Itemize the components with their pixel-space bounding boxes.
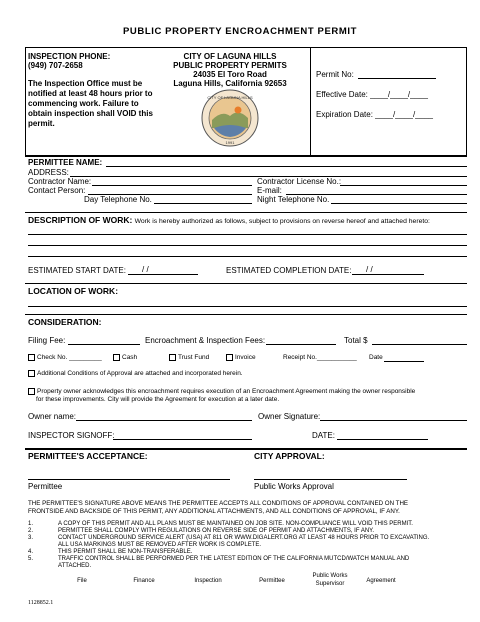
check-label: Check No. (37, 354, 68, 362)
note-number: 3. (28, 535, 34, 541)
note-text: THIS PERMIT SHALL BE NON-TRANSFERABLE. (58, 549, 193, 555)
note-text: ALL USA MARKINGS MUST BE REMOVED AFTER WORK IS COMPLETE. (58, 542, 262, 548)
distribution-finance: Finance (133, 578, 155, 584)
inspection-notice-line: The Inspection Office must be (28, 79, 143, 88)
consideration-label: CONSIDERATION: (28, 317, 102, 327)
receipt-date (369, 354, 383, 361)
payment-trust-fund[interactable] (169, 354, 209, 361)
address-label: ADDRESS: (28, 168, 69, 177)
city-address-2: Laguna Hills, California 92653 (173, 79, 287, 88)
description-label: DESCRIPTION OF WORK: (28, 215, 133, 225)
permittee-acceptance-label: PERMITTEE'S ACCEPTANCE: (28, 451, 148, 461)
filing-fee-field[interactable] (68, 344, 140, 345)
permittee-signature-line[interactable] (28, 479, 230, 480)
contractor-name-label: Contractor Name: (28, 177, 92, 186)
owner-name-field[interactable] (76, 420, 252, 421)
receipt-label: Receipt No. (283, 354, 317, 361)
location-line[interactable] (28, 306, 467, 307)
distribution-permittee: Permittee (259, 578, 285, 584)
payment-invoice[interactable] (226, 354, 256, 361)
owner-acknowledgement[interactable] (28, 388, 415, 395)
payment-check[interactable] (28, 354, 102, 361)
contact-person-label: Contact Person: (28, 186, 86, 195)
note-number: 4. (28, 549, 34, 555)
permit-no-field[interactable] (358, 78, 436, 79)
owner-ack-text-2: for these improvements. City will provide the Agreement for execution at a later date. (36, 396, 280, 403)
checkbox-icon[interactable] (226, 354, 233, 361)
description-line[interactable] (28, 234, 467, 235)
checkbox-icon[interactable] (28, 370, 35, 377)
check-blank: _________ (69, 354, 102, 362)
city-approval-label: CITY APPROVAL: (254, 451, 325, 461)
checkbox-icon[interactable] (169, 354, 176, 361)
inspector-date-field[interactable] (337, 439, 428, 440)
receipt-no (283, 354, 357, 361)
estimated-start-field[interactable] (128, 274, 198, 275)
estimated-completion-label: ESTIMATED COMPLETION DATE: (226, 266, 352, 275)
inspection-phone-label: INSPECTION PHONE: (28, 52, 111, 61)
date-label: Date (369, 354, 383, 361)
owner-signature-field[interactable] (320, 420, 467, 421)
contractor-name-field[interactable] (92, 185, 252, 186)
day-phone-field[interactable] (154, 203, 252, 204)
trust-fund-label: Trust Fund (178, 354, 210, 362)
effective-date-field[interactable]: Effective Date: ____/____/____ (316, 90, 428, 99)
acceptance-statement-2: FRONTSIDE AND BACKSIDE OF THIS PERMIT, ANY ADDITIONAL ATTACHMENTS, AND ALL CONDITIONS OF APPROVAL, IF ANY. (28, 508, 400, 515)
section-divider (25, 156, 467, 157)
inspection-notice-line: obtain inspection shall VOID this (28, 109, 153, 118)
city-approval-signature-line[interactable] (254, 479, 407, 480)
note-number: 5. (28, 556, 34, 562)
svg-text:CITY OF LAGUNA HILLS: CITY OF LAGUNA HILLS (207, 95, 253, 100)
note-text: TRAFFIC CONTROL SHALL BE PERFORMED PER THE LATEST EDITION OF THE CALIFORNIA MUTCD/WATCH MANUAL AND (58, 556, 410, 562)
permittee-name-label: PERMITTEE NAME: (28, 158, 103, 167)
inspection-notice-line: permit. (28, 119, 55, 128)
section-divider (25, 314, 467, 315)
permittee-name-field[interactable] (106, 166, 467, 167)
encroachment-fee-label: Encroachment & Inspection Fees: (145, 336, 266, 345)
city-seal-logo (200, 88, 260, 148)
header-divider (310, 47, 311, 156)
city-dept: PUBLIC PROPERTY PERMITS (173, 61, 287, 70)
inspector-date-label: DATE: (312, 431, 335, 440)
section-divider (25, 212, 467, 213)
distribution-inspection: Inspection (194, 578, 222, 584)
night-phone-field[interactable] (331, 203, 467, 204)
email-label: E-mail: (257, 186, 282, 195)
location-of-work-label: LOCATION OF WORK: (28, 286, 119, 296)
owner-ack-text-1: Property owner acknowledges this encroachment requires execution of an Encroachment Agreement making the owner responsible (37, 388, 416, 396)
estimated-completion-slashes: / / (366, 265, 373, 274)
receipt-date-field[interactable] (384, 361, 424, 362)
note-number: 2. (28, 528, 34, 534)
filing-fee-label: Filing Fee: (28, 336, 66, 345)
inspection-notice-line: notified at least 48 hours prior to (28, 89, 153, 98)
distribution-public-works-supervisor: Public Works Supervisor (312, 573, 348, 587)
estimated-completion-field[interactable] (352, 274, 424, 275)
page-title: PUBLIC PROPERTY ENCROACHMENT PERMIT (122, 26, 358, 37)
invoice-label: Invoice (235, 354, 256, 362)
checkbox-icon[interactable] (28, 354, 35, 361)
inspector-signoff-label: INSPECTOR SIGNOFF: (28, 431, 115, 440)
city-address-1: 24035 El Toro Road (193, 70, 267, 79)
description-of-work (28, 215, 430, 225)
description-text: Work is hereby authorized as follows, subject to provisions on reverse hereof and attached hereto: (134, 218, 430, 225)
estimated-start-label: ESTIMATED START DATE: (28, 266, 126, 275)
distribution-file: File (77, 578, 87, 584)
permittee-signature-label: Permittee (28, 482, 63, 491)
total-label: Total $ (344, 336, 368, 345)
inspection-notice-line: commencing work. Failure to (28, 99, 139, 108)
distribution-agreement: Agreement (366, 578, 396, 584)
acceptance-statement-1: THE PERMITTEE'S SIGNATURE ABOVE MEANS THE PERMITTEE ACCEPTS ALL CONDITIONS OF APPROVAL CONTAINED ON THE (28, 500, 409, 507)
note-text: PERMITTEE SHALL COMPLY WITH REGULATIONS ON REVERSE SIDE OF PERMIT AND ATTACHMENTS, IF ANY. (58, 528, 375, 534)
form-number: 1128852.1 (28, 600, 54, 606)
payment-cash[interactable] (113, 354, 137, 361)
permit-no-label: Permit No: (316, 70, 354, 79)
day-phone-label: Day Telephone No. (84, 195, 152, 204)
city-name: CITY OF LAGUNA HILLS (183, 52, 277, 61)
owner-name-label: Owner name: (28, 412, 77, 421)
description-line[interactable] (28, 256, 467, 257)
estimated-start-slashes: / / (142, 265, 149, 274)
contractor-license-label: Contractor License No.: (257, 177, 342, 186)
contractor-license-field[interactable] (340, 185, 467, 186)
svg-text:1991: 1991 (225, 140, 235, 145)
inspection-phone: (949) 707-2658 (28, 61, 83, 70)
total-field[interactable] (372, 344, 467, 345)
receipt-blank: ___________ (316, 354, 357, 361)
inspector-signoff-field[interactable] (113, 439, 252, 440)
night-phone-label: Night Telephone No. (257, 195, 330, 204)
section-divider (25, 283, 467, 284)
note-number: 1. (28, 521, 34, 527)
note-text: A COPY OF THIS PERMIT AND ALL PLANS MUST BE MAINTAINED ON JOB SITE. NON-COMPLIANCE WILL VOID THIS PERMIT. (58, 521, 413, 527)
section-divider (25, 448, 467, 450)
expiration-date-field[interactable]: Expiration Date: ____/____/____ (316, 110, 433, 119)
note-text: ATTACHED. (58, 563, 92, 569)
public-works-approval-label: Public Works Approval (254, 482, 334, 491)
description-line[interactable] (28, 245, 467, 246)
checkbox-icon[interactable] (28, 388, 35, 395)
additional-conditions[interactable] (28, 370, 243, 377)
note-text: CONTACT UNDERGROUND SERVICE ALERT (USA) AT 811 OR WWW.DIGALERT.ORG AT LEAST 48 HOURS PRIOR TO EXCAVATING. (58, 535, 430, 541)
cash-label: Cash (122, 354, 138, 362)
encroachment-fee-field[interactable] (266, 344, 336, 345)
owner-signature-label: Owner Signature: (258, 412, 321, 421)
additional-conditions-text: Additional Conditions of Approval are attached and incorporated herein. (37, 370, 243, 378)
checkbox-icon[interactable] (113, 354, 120, 361)
